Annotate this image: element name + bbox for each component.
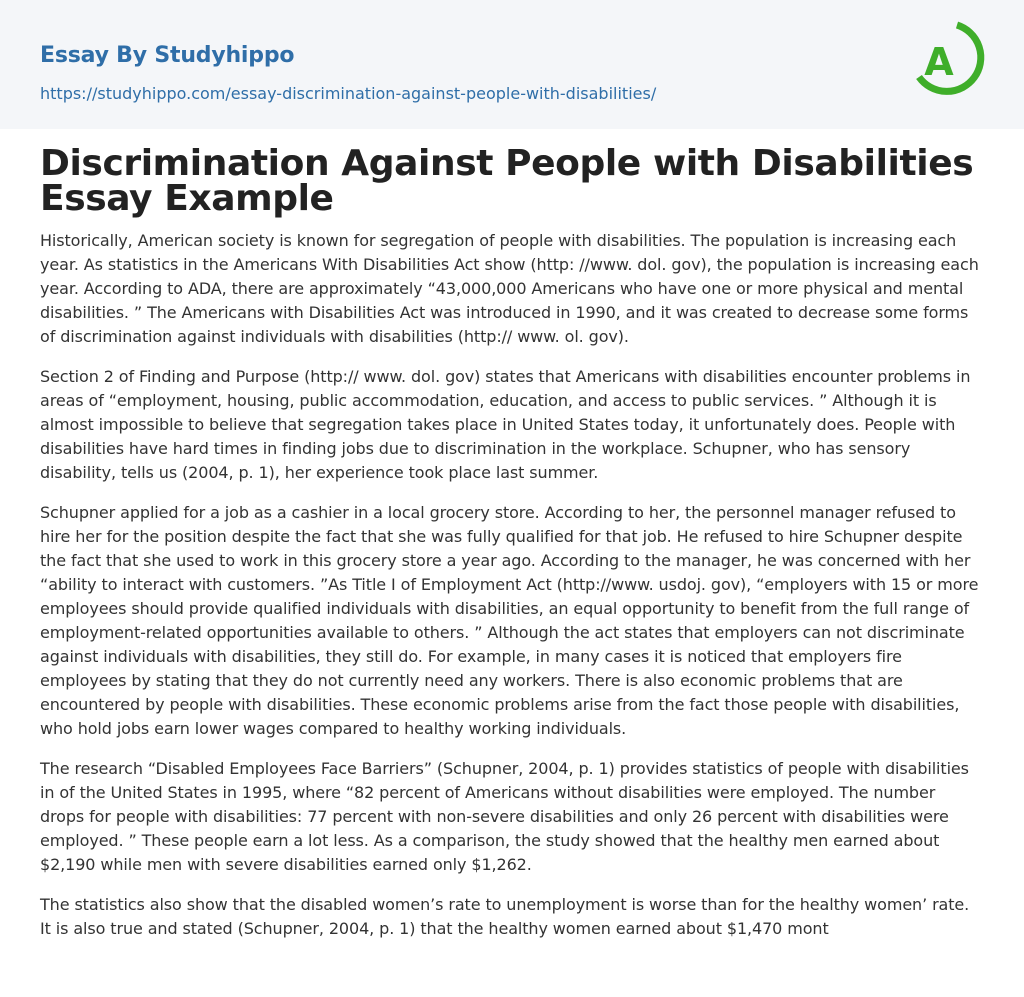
paragraph: The research “Disabled Employees Face Barriers” (Schupner, 2004, p. 1) provides statistics of people with disabilities in of the United States in 1995, where “82 percent of Americans without disabilities were employed. The number drops for people with disabilities: 77 percent with non-severe disabilities and only 26 percent with disabilities were employed. ” These people earn a lot less. As a comparison, the study showed that the healthy men earned about $2,190 while men with severe disabilities earned only $1,262. [40,759,969,874]
paragraph: Section 2 of Finding and Purpose (http:// www. dol. gov) states that Americans with disabilities encounter problems in areas of “employment, housing, public accommodation, education, and access to public services. ” Although it is almost impossible to believe that segregation takes place in United States today, it unfortunately does. People with disabilities have hard times in finding jobs due to discrimination in the workplace. Schupner, who has sensory disability, tells us (2004, p. 1), her experience took place last summer. [40,367,971,482]
page-url-link[interactable]: https://studyhippo.com/essay-discrimination-against-people-with-disabilities/ [40,84,657,103]
article [40,143,984,957]
paragraph: The statistics also show that the disabled women’s rate to unemployment is worse than for the healthy women’ rate. It is also true and stated (Schupner, 2004, p. 1) that the healthy women earned about $1,470 mont [40,895,970,938]
paragraph: Schupner applied for a job as a cashier in a local grocery store. According to her, the personnel manager refused to hire her for the position despite the fact that she was fully qualified for that job. He refused to hire Schupner despite the fact that she used to work in this grocery store a year ago. According to the manager, he was concerned with her “ability to interact with customers. ”As Title I of Employment Act (http://www. usdoj. gov), “employers with 15 or more employees should provide qualified individuals with disabilities, an equal opportunity to benefit from the full range of employment-related opportunities available to others. ” Although the act states that employers can not discriminate against individuals with disabilities, they still do. For example, in many cases it is noticed that employers fire employees by stating that they do not currently need any workers. There is also economic problems that are encountered by people with disabilities. These economic problems arise from the fact those people with disabilities, who hold jobs earn lower wages compared to healthy working individuals. [40,503,979,738]
page-title: Discrimination Against People with Disabilities Essay Example [40,143,974,219]
logo-letter: A [924,40,954,84]
paragraph: Historically, American society is known for segregation of people with disabilities. The population is increasing each year. As statistics in the Americans With Disabilities Act show (http: //www. dol. gov), the population is increasing each year. According to ADA, there are approximately “43,000,000 Americans who have one or more physical and mental disabilities. ” The Americans with Disabilities Act was introduced in 1990, and it was created to decrease some forms of discrimination against individuals with disabilities (http:// www. ol. gov). [40,231,979,346]
article-body [40,229,984,941]
brand-link[interactable]: Essay By Studyhippo [40,43,295,68]
site-header [0,0,1024,129]
studyhippo-logo-icon[interactable] [913,19,987,105]
